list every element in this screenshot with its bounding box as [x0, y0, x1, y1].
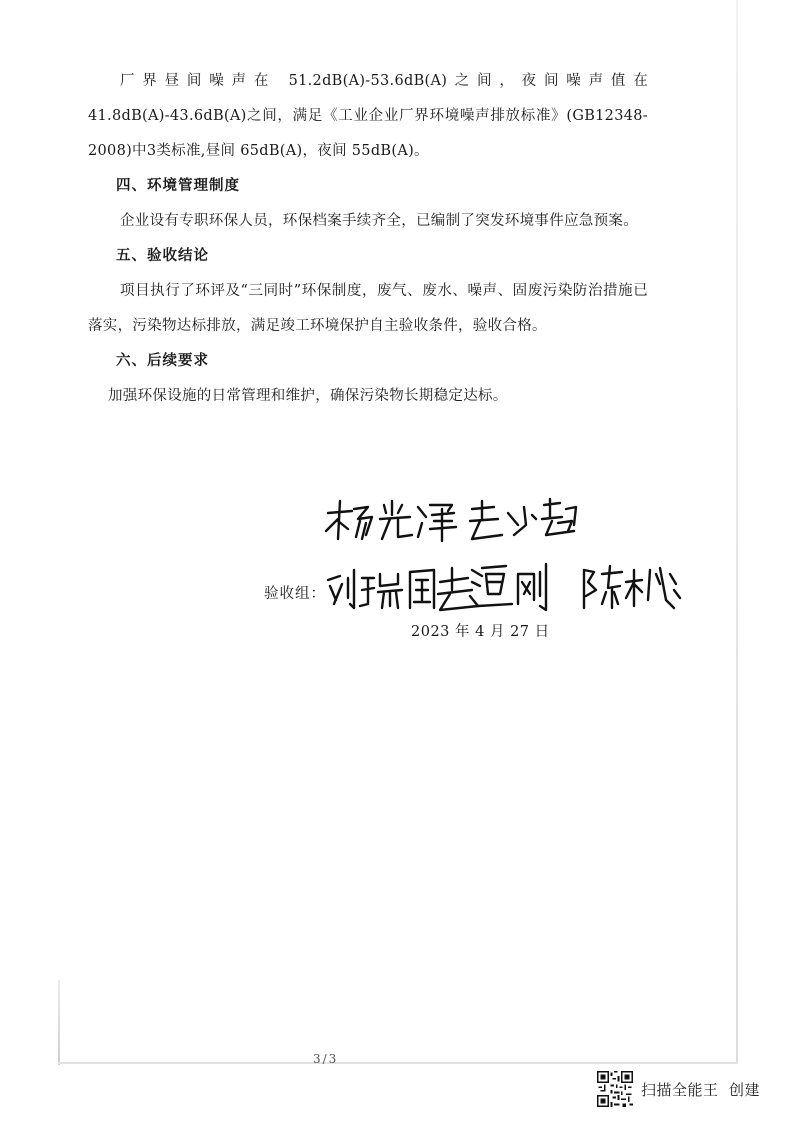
scanner-app-credit: 扫描全能王 创建	[641, 1080, 761, 1099]
signing-date: 2023 年 4 月 27 日	[411, 624, 550, 640]
section-heading-management: 四、环境管理制度	[116, 178, 240, 194]
conclusion-paragraph: 项目执行了环评及“三同时”环保制度，废气、废水、噪声、固废污染防治措施已落实，污染物达标排放，满足竣工环境保护自主验收条件，验收合格。	[88, 283, 648, 334]
section-heading-followup: 六、后续要求	[116, 353, 209, 369]
scan-edge-left	[58, 980, 60, 1065]
handwritten-signatures-row2	[322, 560, 682, 615]
management-paragraph: 企业设有专职环保人员，环保档案手续齐全，已编制了突发环境事件应急预案。	[120, 213, 638, 229]
page-number: 3/3	[313, 1052, 339, 1066]
scan-edge-bottom	[58, 1062, 738, 1064]
document-body	[88, 64, 648, 414]
acceptance-group-label: 验收组：	[264, 586, 326, 602]
section-heading-conclusion: 五、验收结论	[116, 248, 209, 264]
scanner-watermark	[597, 1070, 760, 1108]
handwritten-signatures-row1	[322, 495, 582, 545]
scan-edge-right	[736, 0, 738, 1062]
qr-code-icon	[597, 1071, 633, 1107]
followup-paragraph: 加强环保设施的日常管理和维护，确保污染物长期稳定达标。	[108, 388, 508, 404]
noise-paragraph: 厂界昼间噪声在 51.2dB(A)-53.6dB(A)之间，夜间噪声值在 41.8dB(A)-43.6dB(A)之间，满足《工业企业厂界环境噪声排放标准》(GB12348-2008)中3类标准,昼间 65dB(A)，夜间 55dB(A)。	[88, 73, 648, 159]
